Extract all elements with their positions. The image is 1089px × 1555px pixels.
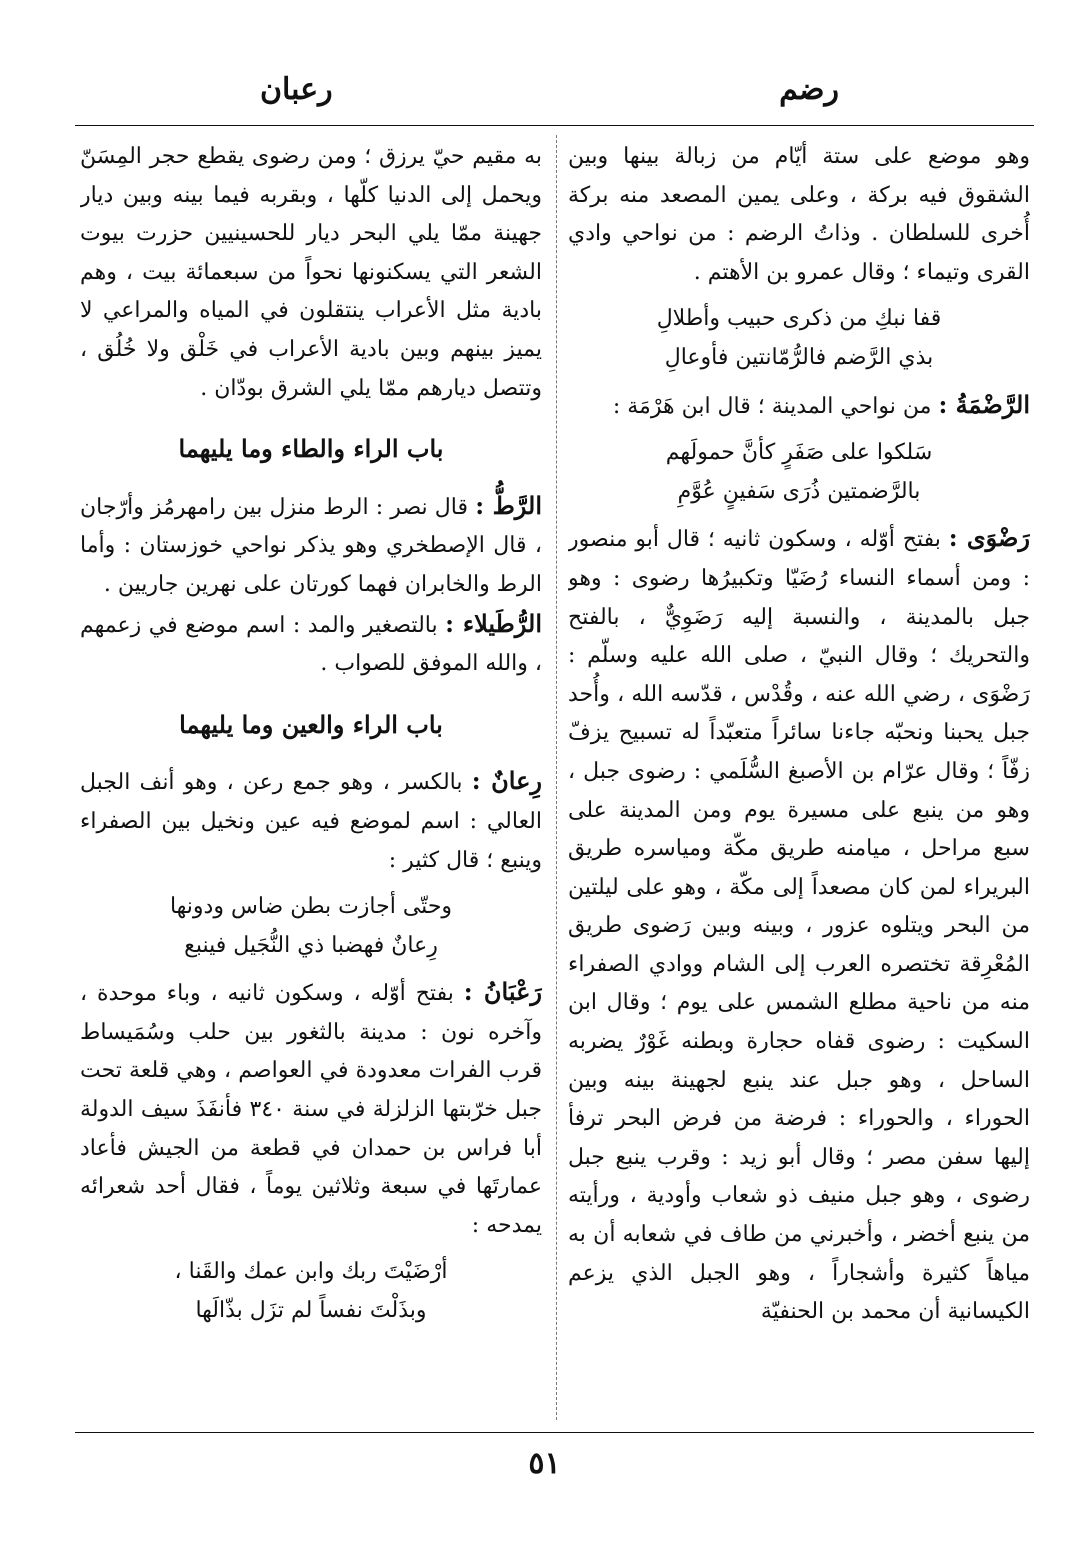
verse-line: بالرَّضمتين ذُرَى سَفينٍ عُوَّمِ xyxy=(677,478,921,504)
section-heading: باب الراء والطاء وما يليهما xyxy=(178,434,444,464)
page-number: ٥١ xyxy=(528,1446,561,1481)
running-header-right: رضم xyxy=(779,72,839,107)
right-column xyxy=(568,138,1030,1423)
footer-rule xyxy=(75,1432,1034,1433)
verse xyxy=(568,434,1030,511)
verse xyxy=(80,888,542,965)
entry-headword: رَعْبَانُ : xyxy=(463,977,542,1007)
section-heading: باب الراء والعين وما يليهما xyxy=(179,709,443,739)
entry-text: بالكسر ، وهو جمع رعن ، وهو أنف الجبل العالي : اسم لموضع فيه عين ونخيل بين الصفراء وينبع ؛ قال كثير : xyxy=(80,770,542,873)
entry-continuation: وهو موضع على ستة أيّام من زبالة بينها وبين الشقوق فيه بركة ، وعلى يمين المصعد منه بركة أُخرى للسلطان . وذاتُ الرضم : من نواحي وادي القرى وتيماء ؛ وقال عمرو بن الأهتم . xyxy=(568,144,1030,285)
entry-headword: الرَّضْمَةُ : xyxy=(938,389,1030,419)
verse-line: وحتّى أجازت بطن ضاس ودونها xyxy=(169,894,453,920)
verse-line: أرْضَيْتَ ربك وابن عمك والقَنا ، xyxy=(174,1259,448,1285)
running-header-left: رعبان xyxy=(260,72,333,107)
verse-line: رِعانٌ فهضبا ذي النُّجَيل فينبع xyxy=(184,932,438,958)
entry-headword: رَضْوَى : xyxy=(948,523,1030,553)
verse-line: وبذَلْتَ نفساً لم تزَل بذّالَها xyxy=(195,1298,427,1324)
entry-headword: رِعانٌ : xyxy=(471,766,542,796)
entry-text: قال نصر : الرط منزل بين رامهرمُز وأرّجان ، قال الإصطخري وهو يذكر نواحي خوزستان : وأما الرط والخابران فهما كورتان على نهرين جاريين . xyxy=(80,494,542,597)
verse xyxy=(80,1253,542,1330)
entry-headword: الرُّطَيلاء : xyxy=(445,608,542,638)
verse xyxy=(568,300,1030,377)
column-divider xyxy=(556,135,557,1420)
entry-text: بفتح أوّله ، وسكون ثانيه ؛ قال أبو منصور : ومن أسماء النساء رُضَيّا وتكبيرُها رضوى : وهو جبل بالمدينة ، والنسبة إليه رَضَوِيٌّ ، بالفتح والتحريك ؛ وقال النبيّ ، صلى الله عليه وسلّم : رَضْوَى ، رضي الله عنه ، وقُدْس ، قدّسه الله ، وأُحد جبل يحبنا ونحبّه جاءنا سائراً متعبّداً له تسبيح يزفّ زفّاً ؛ وقال عرّام بن الأصبغ السُّلَمي : رضوى جبل ، وهو من ينبع على مسيرة يوم ومن المدينة على سبع مراحل ، ميامنه طريق مكّة ومياسره طريق البريراء لمن كان مصعداً إلى مكّة ، وهو على ليلتين من البحر ويتلوه عزور ، وبينه وبين رَضوى طريق المُعْرِقة تختصره العرب إلى الشام ووادي الصفراء منه من ناحية مطلع الشمس على يوم ؛ وقال ابن السكيت : رضوى قفاه حجارة وبطنه غَوْرٌ يضربه الساحل ، وهو جبل عند ينبع لجهينة بينه وبين الحوراء ، والحوراء : فرضة من فرض البحر ترفأ إليها سفن مصر ؛ وقال أبو زيد : وقرب ينبع جبل رضوى ، وهو جبل منيف ذو شعاب وأودية ، ورأيته من ينبع أخضر ، وأخبرني من طاف في شعابه أن به مياهاً كثيرة وأشجاراً ، وهو الجبل الذي يزعم الكيسانية أن محمد بن الحنفيّة xyxy=(568,527,1030,1325)
entry xyxy=(568,386,1030,427)
entry xyxy=(80,973,542,1245)
entry xyxy=(80,487,542,605)
entry xyxy=(568,519,1030,1331)
verse-line: قفا نبكِ من ذكرى حبيب وأطلالِ xyxy=(656,306,942,332)
header-rule xyxy=(75,125,1034,126)
entry-text: من نواحي المدينة ؛ قال ابن هَرْمَة : xyxy=(612,393,939,419)
entry-text: بالتصغير والمد : اسم موضع في زعمهم ، والله الموفق للصواب . xyxy=(80,612,542,677)
left-column xyxy=(80,138,542,1423)
verse-line: سَلكوا على صَفَرٍ كأنَّ حمولَهم xyxy=(665,440,933,466)
entry xyxy=(80,762,542,880)
entry-text: بفتح أوّله ، وسكون ثانيه ، وباء موحدة ، وآخره نون : مدينة بالثغور بين حلب وسُمَيساط قرب الفرات معدودة في العواصم ، وهي قلعة تحت جبل خرّبتها الزلزلة في سنة ٣٤٠ فأنفَذَ سيف الدولة أبا فراس بن حمدان في قطعة من الجيش فأعاد عمارتَها في سبعة وثلاثين يوماً ، فقال أحد شعرائه يمدحه : xyxy=(80,981,542,1238)
verse-line: بذي الرَّضم فالرُّمّانتين فأوعالِ xyxy=(664,344,934,370)
entry-headword: الرَّطُّ : xyxy=(475,490,542,520)
entry-continuation: به مقيم حيّ يرزق ؛ ومن رضوى يقطع حجر المِسَنّ ويحمل إلى الدنيا كلّها ، وبقربه فيما بينه وبين ديار جهينة ممّا يلي البحر ديار للحسينيين حزرت بيوت الشعر التي يسكنونها نحواً من سبعمائة بيت ، وهم بادية مثل الأعراب ينتقلون في المياه والمراعي لا يميز بينهم وبين بادية الأعراب في خَلْق ولا خُلُق ، وتتصل ديارهم ممّا يلي الشرق بودّان . xyxy=(80,144,542,401)
entry xyxy=(80,605,542,684)
